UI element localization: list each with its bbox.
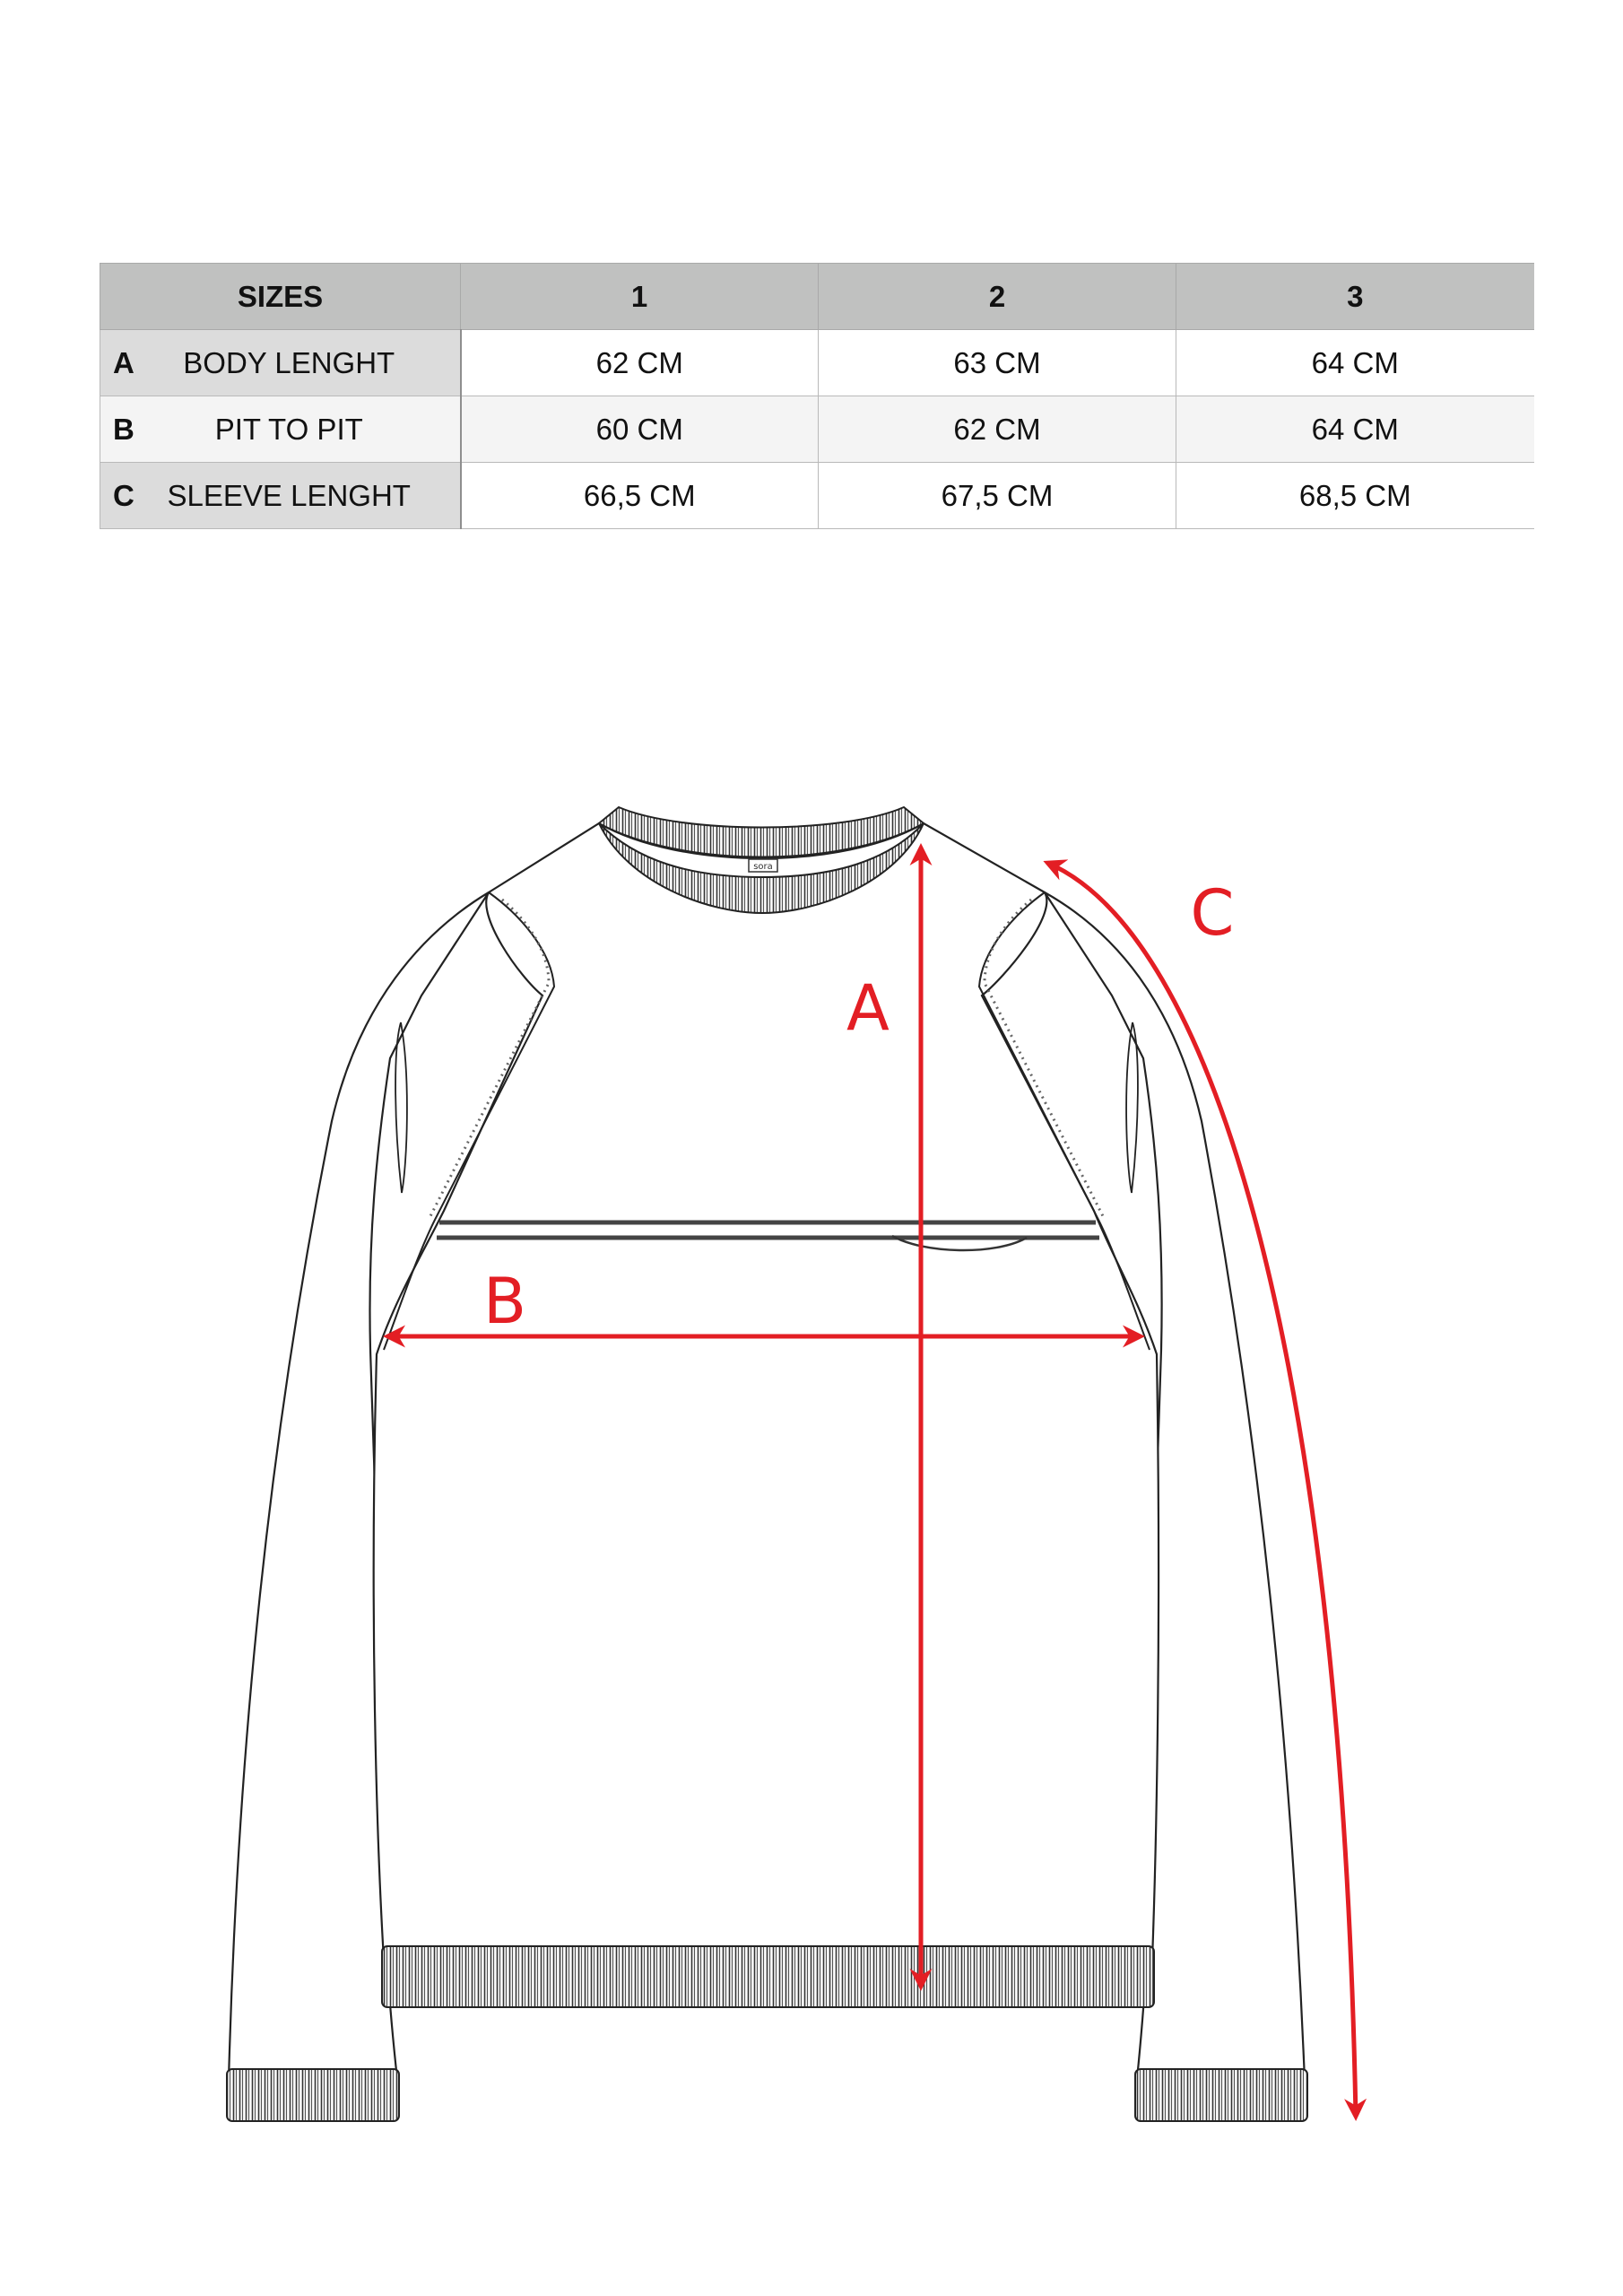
left-sleeve-fold (395, 1022, 407, 1193)
table-cell: 68,5 CM (1176, 463, 1534, 529)
table-cell: 63 CM (819, 330, 1176, 396)
right-sleeve-fold (1126, 1022, 1138, 1193)
header-size-1: 1 (461, 264, 819, 330)
label-b: B (482, 1265, 527, 1338)
sweater-body (374, 823, 1159, 1960)
row-letter: A (113, 345, 135, 379)
neck-tag-text: sora (753, 862, 773, 872)
table-cell: 64 CM (1176, 330, 1534, 396)
label-a: A (846, 971, 890, 1045)
row-name: PIT TO PIT (214, 412, 363, 446)
table-cell: 64 CM (1176, 396, 1534, 463)
hem-rib (382, 1946, 1154, 2007)
label-c: C (1190, 876, 1235, 950)
header-size-2: 2 (819, 264, 1176, 330)
right-cuff (1135, 2069, 1307, 2121)
header-size-3: 3 (1176, 264, 1534, 330)
row-name: BODY LENGHT (183, 345, 395, 379)
row-name: SLEEVE LENGHT (167, 478, 411, 512)
row-letter: C (113, 478, 135, 512)
table-cell: 60 CM (461, 396, 819, 463)
left-cuff (227, 2069, 399, 2121)
table-cell: 62 CM (461, 330, 819, 396)
table-cell: 66,5 CM (461, 463, 819, 529)
row-letter: B (113, 412, 135, 446)
header-sizes: SIZES (100, 264, 461, 330)
table-cell: 67,5 CM (819, 463, 1176, 529)
table-cell: 62 CM (819, 396, 1176, 463)
